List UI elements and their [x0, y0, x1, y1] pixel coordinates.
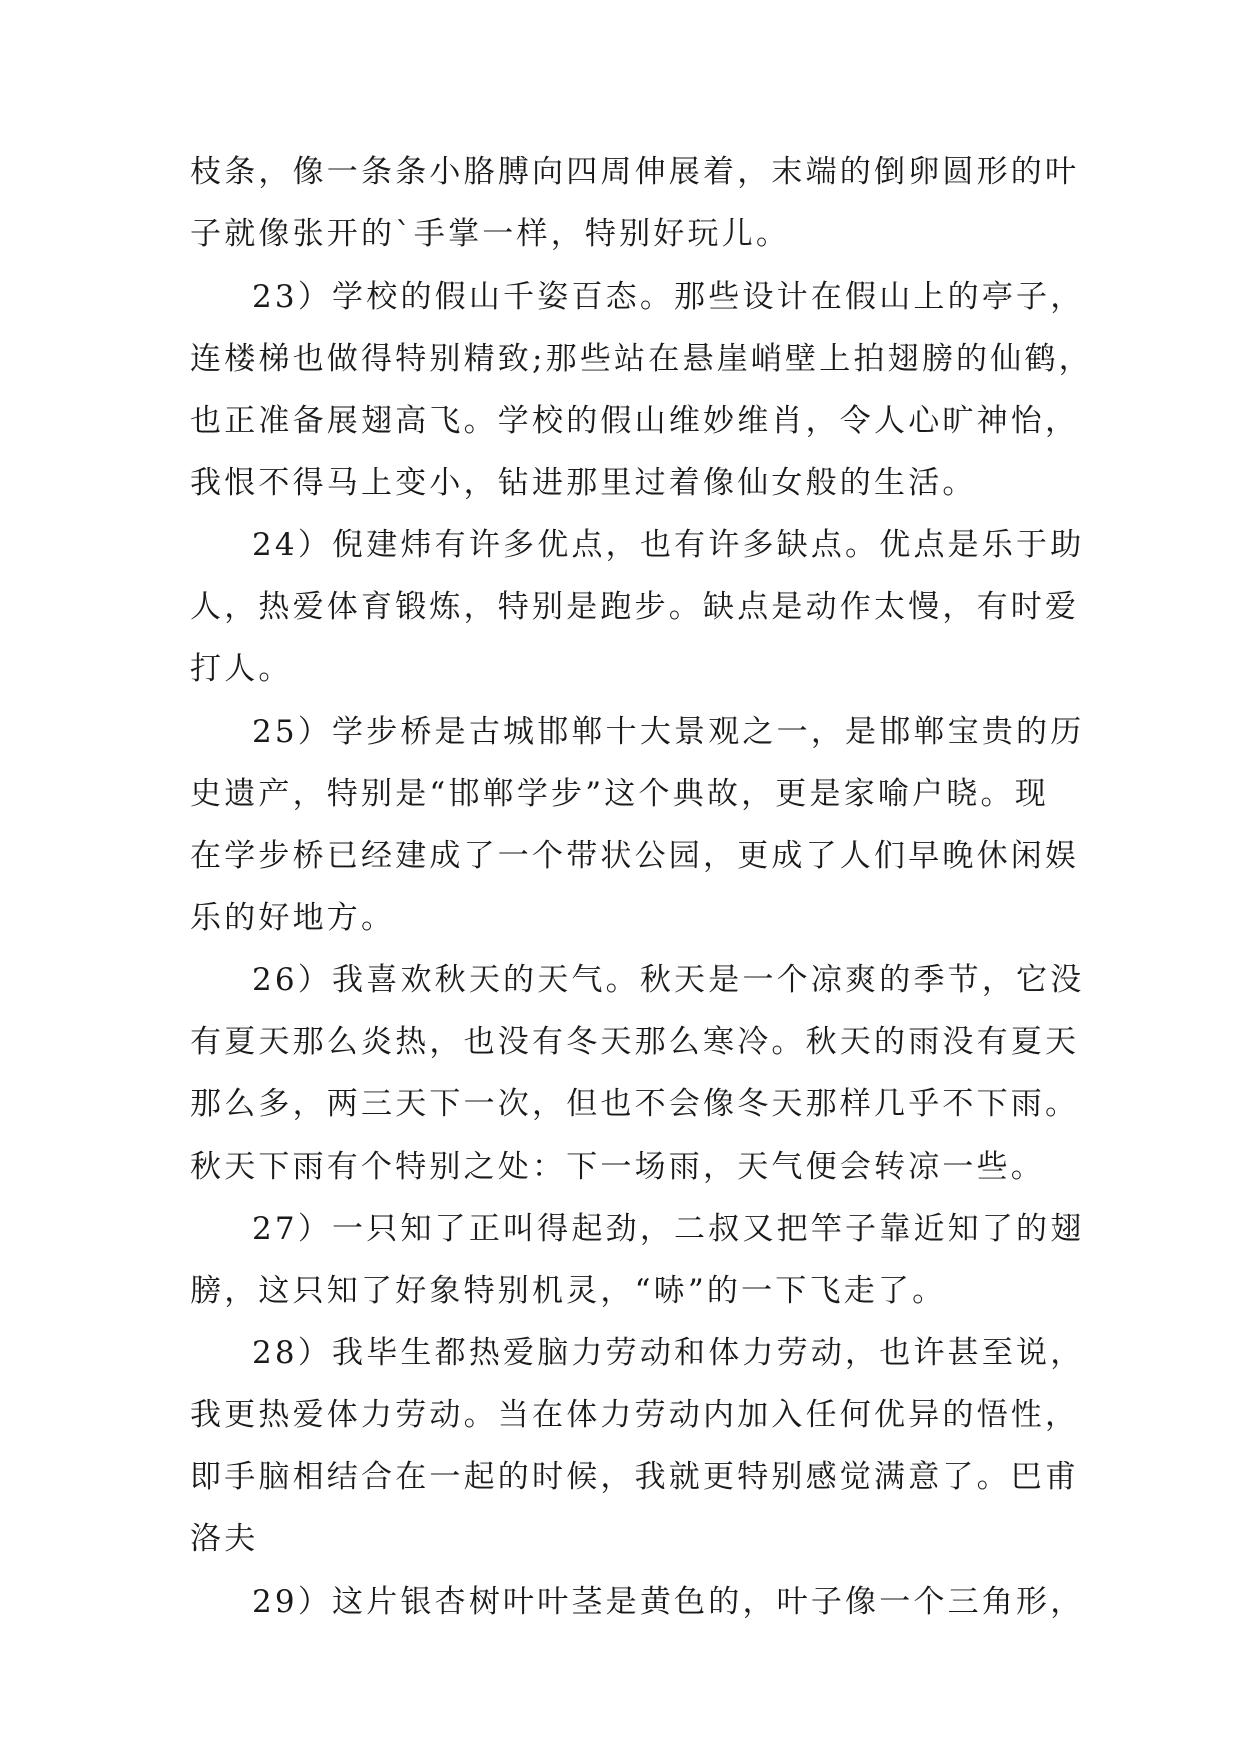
text-line-20: 28）我毕生都热爱脑力劳动和体力劳动，也许甚至说， [252, 1335, 1085, 1371]
text-line-2: 子就像张开的`手掌一样，特别好玩儿。 [190, 216, 791, 252]
text-line-8: 人，热爱体育锻炼，特别是跑步。缺点是动作太慢，有时爱 [190, 589, 1080, 625]
text-line-13: 乐的好地方。 [190, 900, 396, 936]
text-line-3: 23）学校的假山千姿百态。那些设计在假山上的亭子， [252, 279, 1085, 315]
text-line-12: 在学步桥已经建成了一个带状公园，更成了人们早晚休闲娱 [190, 838, 1080, 874]
text-line-15: 有夏天那么炎热，也没有冬天那么寒冷。秋天的雨没有夏天 [190, 1024, 1080, 1060]
text-line-14: 26）我喜欢秋天的天气。秋天是一个凉爽的季节，它没 [252, 962, 1085, 998]
text-line-10: 25）学步桥是古城邯郸十大景观之一，是邯郸宝贵的历 [252, 714, 1085, 750]
text-line-24: 29）这片银杏树叶叶茎是黄色的，叶子像一个三角形， [252, 1584, 1085, 1620]
text-line-17: 秋天下雨有个特别之处：下一场雨，天气便会转凉一些。 [190, 1149, 1045, 1185]
text-line-19: 膀，这只知了好象特别机灵，“哧”的一下飞走了。 [190, 1273, 947, 1309]
text-line-18: 27）一只知了正叫得起劲，二叔又把竿子靠近知了的翅 [252, 1211, 1085, 1247]
text-line-23: 洛夫 [190, 1521, 259, 1557]
text-line-11: 史遗产，特别是“邯郸学步”这个典故，更是家喻户晓。现 [190, 776, 1049, 812]
text-line-6: 我恨不得马上变小，钻进那里过着像仙女般的生活。 [190, 465, 977, 501]
text-line-4: 连楼梯也做得特别精致;那些站在悬崖峭壁上拍翅膀的仙鹤， [190, 341, 1093, 377]
text-line-5: 也正准备展翅高飞。学校的假山维妙维肖，令人心旷神怡， [190, 403, 1080, 439]
text-line-7: 24）倪建炜有许多优点，也有许多缺点。优点是乐于助 [252, 527, 1085, 563]
text-line-1: 枝条，像一条条小胳膊向四周伸展着，末端的倒卵圆形的叶 [190, 154, 1080, 190]
text-line-16: 那么多，两三天下一次，但也不会像冬天那样几乎不下雨。 [190, 1086, 1080, 1122]
text-line-21: 我更热爱体力劳动。当在体力劳动内加入任何优异的悟性， [190, 1397, 1080, 1433]
text-line-22: 即手脑相结合在一起的时候，我就更特别感觉满意了。巴甫 [190, 1459, 1080, 1495]
text-line-9: 打人。 [190, 651, 293, 687]
